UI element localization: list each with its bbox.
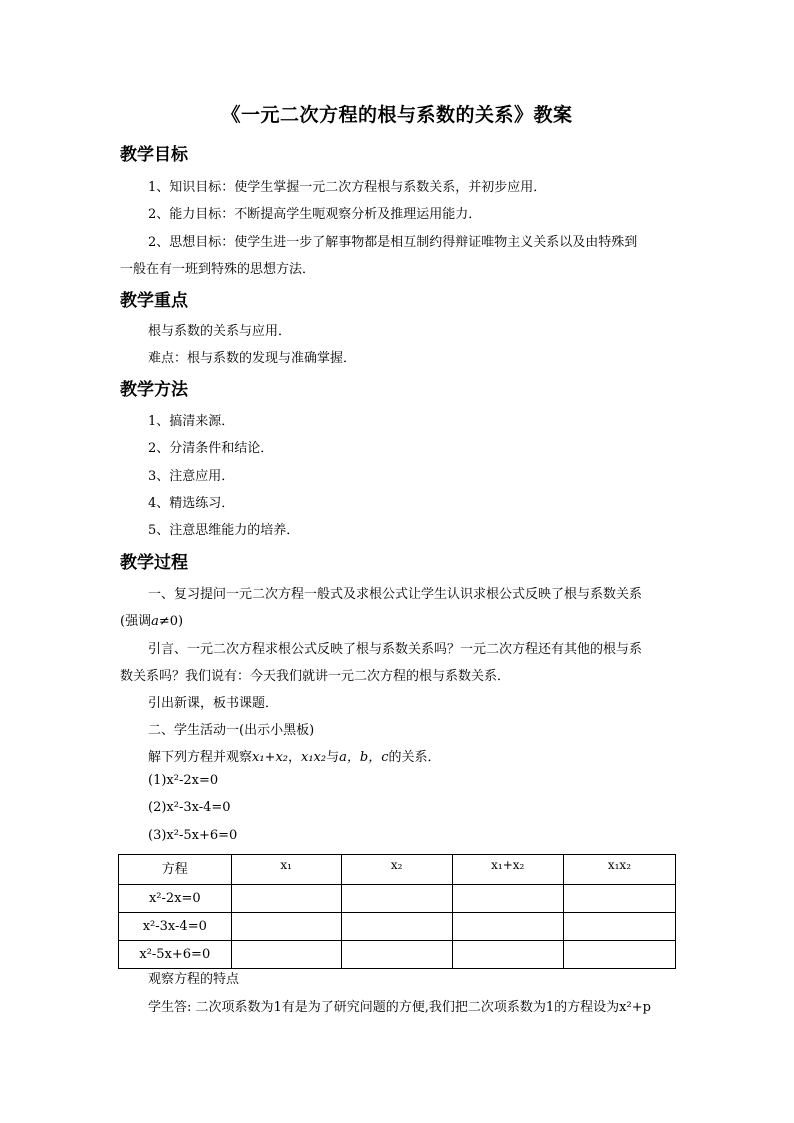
process-paragraph: 观察方程的特点: [148, 972, 240, 987]
goal-item-continued: 一般在有一班到特殊的思想方法．: [120, 262, 316, 277]
process-paragraph: 解下列方程并观察x₁+x₂，x₁x₂与a，b，c的关系．: [148, 750, 441, 765]
section-heading-goals: 教学目标: [120, 145, 188, 165]
table-cell: [341, 913, 452, 941]
table-header-row: [119, 855, 676, 885]
equation-item: (2)x²-3x-4=0: [148, 800, 231, 815]
equation-item: (3)x²-5x+6=0: [148, 828, 238, 843]
focus-item: 难点：根与系数的发现与准确掌握．: [148, 351, 357, 366]
table-header-cell: x₂: [341, 855, 452, 885]
table-row: [119, 941, 676, 969]
table-cell-equation: x²-5x+6=0: [119, 941, 232, 969]
table-header-cell: x₁+x₂: [452, 855, 563, 885]
method-item: 3、注意应用．: [148, 469, 235, 484]
process-paragraph: 学生答: 二次项系数为1有是为了研究问题的方便,我们把二次项系数为1的方程设为x²+p: [148, 1000, 651, 1015]
document-title: 《一元二次方程的根与系数的关系》教案: [221, 104, 573, 126]
table-cell: [563, 885, 675, 913]
table-cell-equation: x²-3x-4=0: [119, 913, 232, 941]
table-cell: [452, 885, 563, 913]
method-item: 5、注意思维能力的培养．: [148, 523, 300, 538]
roots-coefficients-table: [118, 854, 676, 969]
table-header-cell: x₁x₂: [563, 855, 675, 885]
process-paragraph-continued: (强调a≠0): [120, 614, 184, 629]
method-item: 1、搞清来源．: [148, 414, 235, 429]
equation-item: (1)x²-2x=0: [148, 773, 219, 788]
process-paragraph: 引出新课，板书课题．: [148, 696, 279, 711]
table-cell-equation: x²-2x=0: [119, 885, 232, 913]
section-heading-process: 教学过程: [120, 553, 188, 573]
focus-item: 根与系数的关系与应用．: [148, 324, 292, 339]
process-paragraph-continued: 数关系吗？我们说有：今天我们就讲一元二次方程的根与系数关系．: [120, 669, 511, 684]
section-heading-methods: 教学方法: [120, 380, 188, 400]
process-paragraph: 一、复习提问一元二次方程一般式及求根公式让学生认识求根公式反映了根与系数关系: [148, 587, 643, 602]
goal-item: 2、能力目标：不断提高学生呃观察分析及推理运用能力．: [148, 207, 482, 222]
table-row: [119, 913, 676, 941]
table-cell: [341, 885, 452, 913]
goal-item: 1、知识目标：使学生掌握一元二次方程根与系数关系，并初步应用．: [148, 180, 547, 195]
table-cell: [231, 913, 341, 941]
table-cell: [563, 941, 675, 969]
method-item: 2、分清条件和结论．: [148, 441, 274, 456]
table-cell: [452, 913, 563, 941]
table-header-cell: 方程: [119, 855, 232, 885]
table-cell: [563, 913, 675, 941]
section-heading-focus: 教学重点: [120, 291, 188, 311]
table-row: [119, 885, 676, 913]
table-cell: [231, 941, 341, 969]
table-cell: [452, 941, 563, 969]
table-cell: [231, 885, 341, 913]
method-item: 4、精选练习．: [148, 496, 235, 511]
table-cell: [341, 941, 452, 969]
table-header-cell: x₁: [231, 855, 341, 885]
process-paragraph: 二、学生活动一(出示小黑板): [148, 723, 315, 738]
process-paragraph: 引言、一元二次方程求根公式反映了根与系数关系吗？一元二次方程还有其他的根与系: [148, 642, 643, 657]
goal-item: 2、思想目标：使学生进一步了解事物都是相互制约得辩证唯物主义关系以及由特殊到: [148, 235, 638, 250]
